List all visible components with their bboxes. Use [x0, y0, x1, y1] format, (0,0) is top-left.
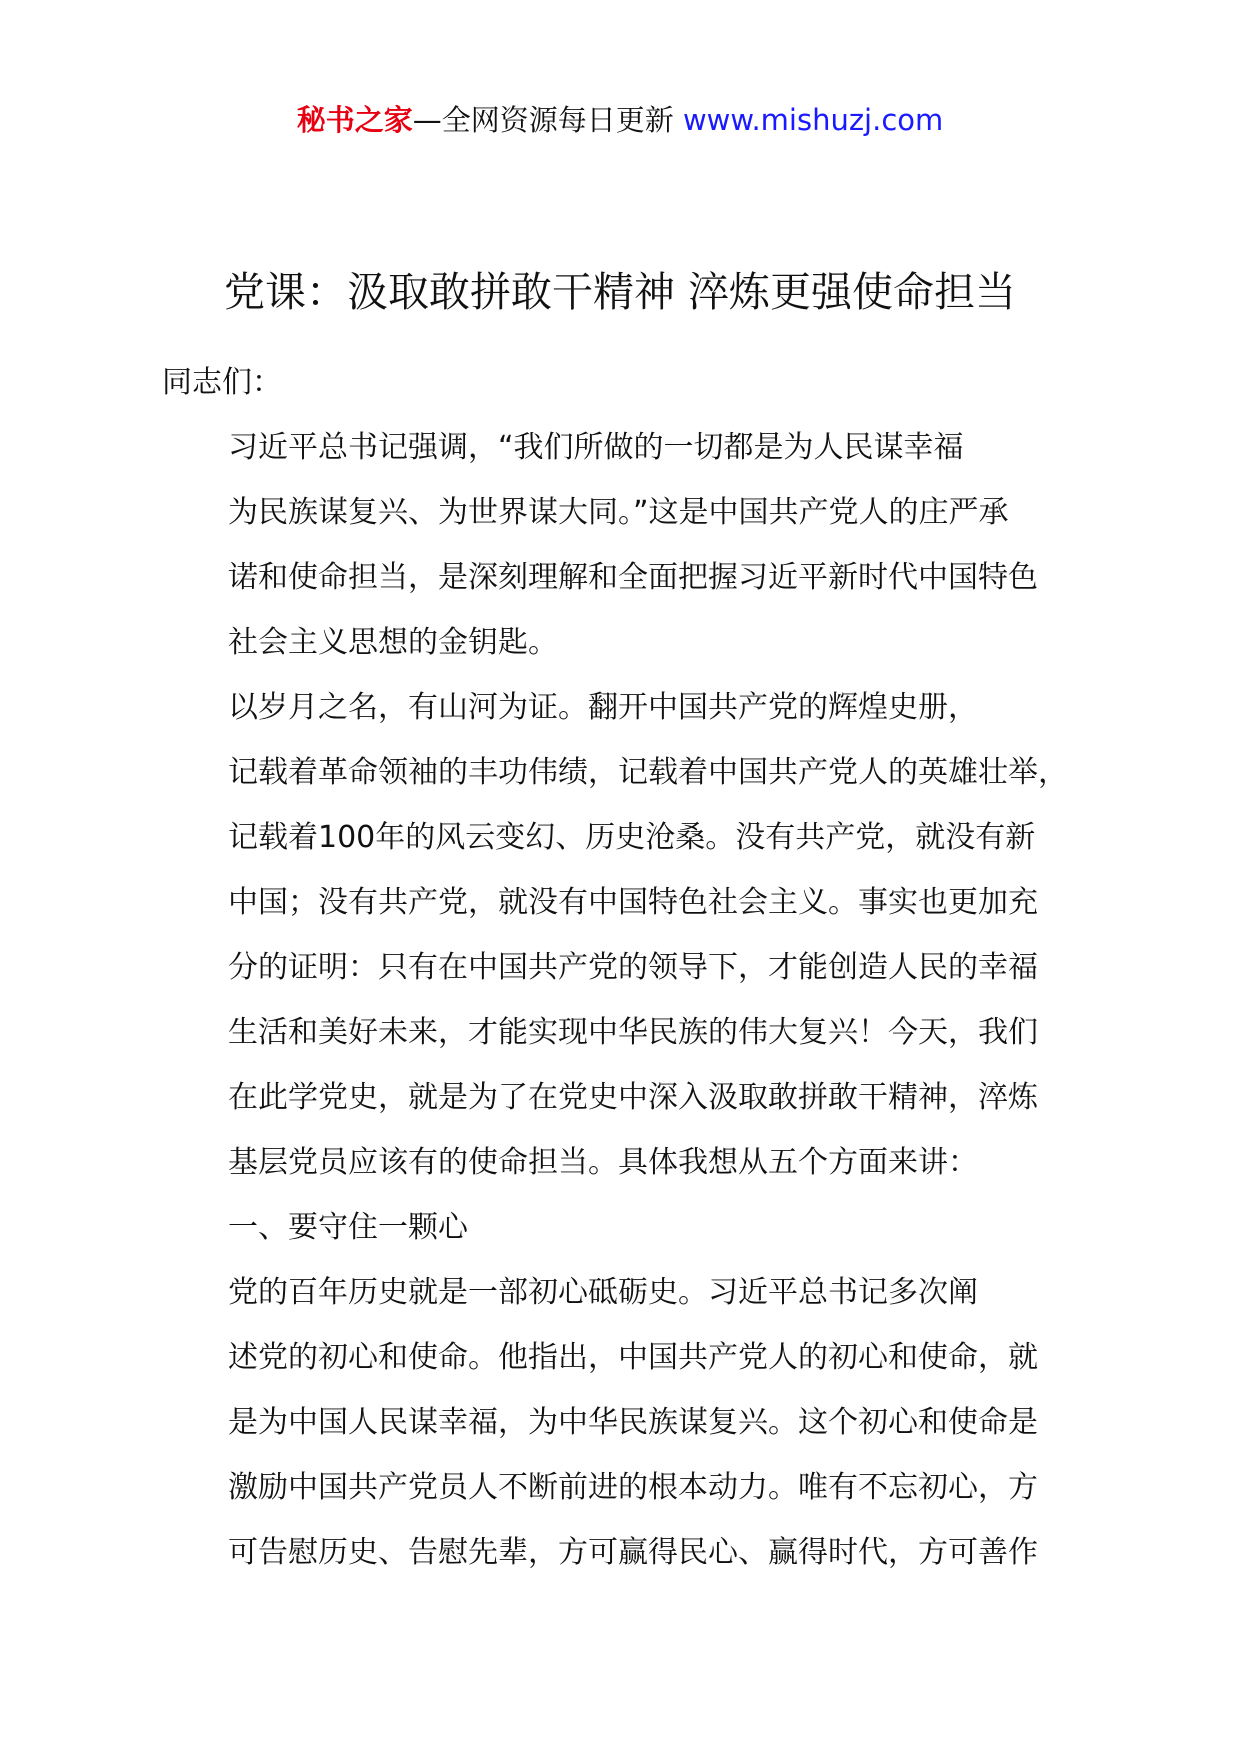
paragraph-line: 记载着革命领袖的丰功伟绩，记载着中国共产党人的英雄壮举，	[228, 755, 1068, 790]
document-body	[162, 350, 1102, 1585]
paragraph-line: 习近平总书记强调，“我们所做的一切都是为人民谋幸福	[228, 430, 964, 465]
paragraph-line: 在此学党史，就是为了在党史中深入汲取敢拼敢干精神，淬炼	[228, 1080, 1038, 1115]
paragraph-line: 社会主义思想的金钥匙。	[228, 625, 558, 660]
paragraph-line: 以岁月之名，有山河为证。翻开中国共产党的辉煌史册，	[228, 690, 978, 725]
section-heading-text: 一、要守住一颗心	[228, 1210, 468, 1245]
site-tagline: —全网资源每日更新	[412, 103, 683, 137]
paragraph-line: 激励中国共产党员人不断前进的根本动力。唯有不忘初心，方	[228, 1470, 1038, 1505]
paragraph-line: 诺和使命担当，是深刻理解和全面把握习近平新时代中国特色	[228, 560, 1038, 595]
paragraph-line: 记载着100年的风云变幻、历史沧桑。没有共产党，就没有新	[228, 820, 1036, 855]
paragraph-line: 基层党员应该有的使命担当。具体我想从五个方面来讲：	[228, 1145, 978, 1180]
site-header-banner	[0, 100, 1240, 140]
site-url-link[interactable]: www.mishuzj.com	[682, 103, 944, 137]
section-heading	[162, 1195, 1102, 1260]
paragraph	[162, 415, 1102, 675]
paragraph-line: 生活和美好未来，才能实现中华民族的伟大复兴！今天，我们	[228, 1015, 1038, 1050]
paragraph-line: 述党的初心和使命。他指出，中国共产党人的初心和使命，就	[228, 1340, 1038, 1375]
paragraph-line: 分的证明：只有在中国共产党的领导下，才能创造人民的幸福	[228, 950, 1038, 985]
site-brand-name: 秘书之家	[296, 103, 413, 137]
paragraph-line: 可告慰历史、告慰先辈，方可赢得民心、赢得时代，方可善作	[228, 1535, 1038, 1570]
paragraph	[162, 675, 1102, 1195]
paragraph-line: 党的百年历史就是一部初心砥砺史。习近平总书记多次阐	[228, 1275, 978, 1310]
paragraph	[162, 1260, 1102, 1585]
paragraph-line: 为民族谋复兴、为世界谋大同。”这是中国共产党人的庄严承	[228, 495, 1009, 530]
document-title: 党课：汲取敢拼敢干精神 淬炼更强使命担当	[223, 268, 1017, 316]
paragraph-line: 中国；没有共产党，就没有中国特色社会主义。事实也更加充	[228, 885, 1038, 920]
paragraph-line: 是为中国人民谋幸福，为中华民族谋复兴。这个初心和使命是	[228, 1405, 1038, 1440]
salutation: 同志们：	[162, 365, 282, 400]
